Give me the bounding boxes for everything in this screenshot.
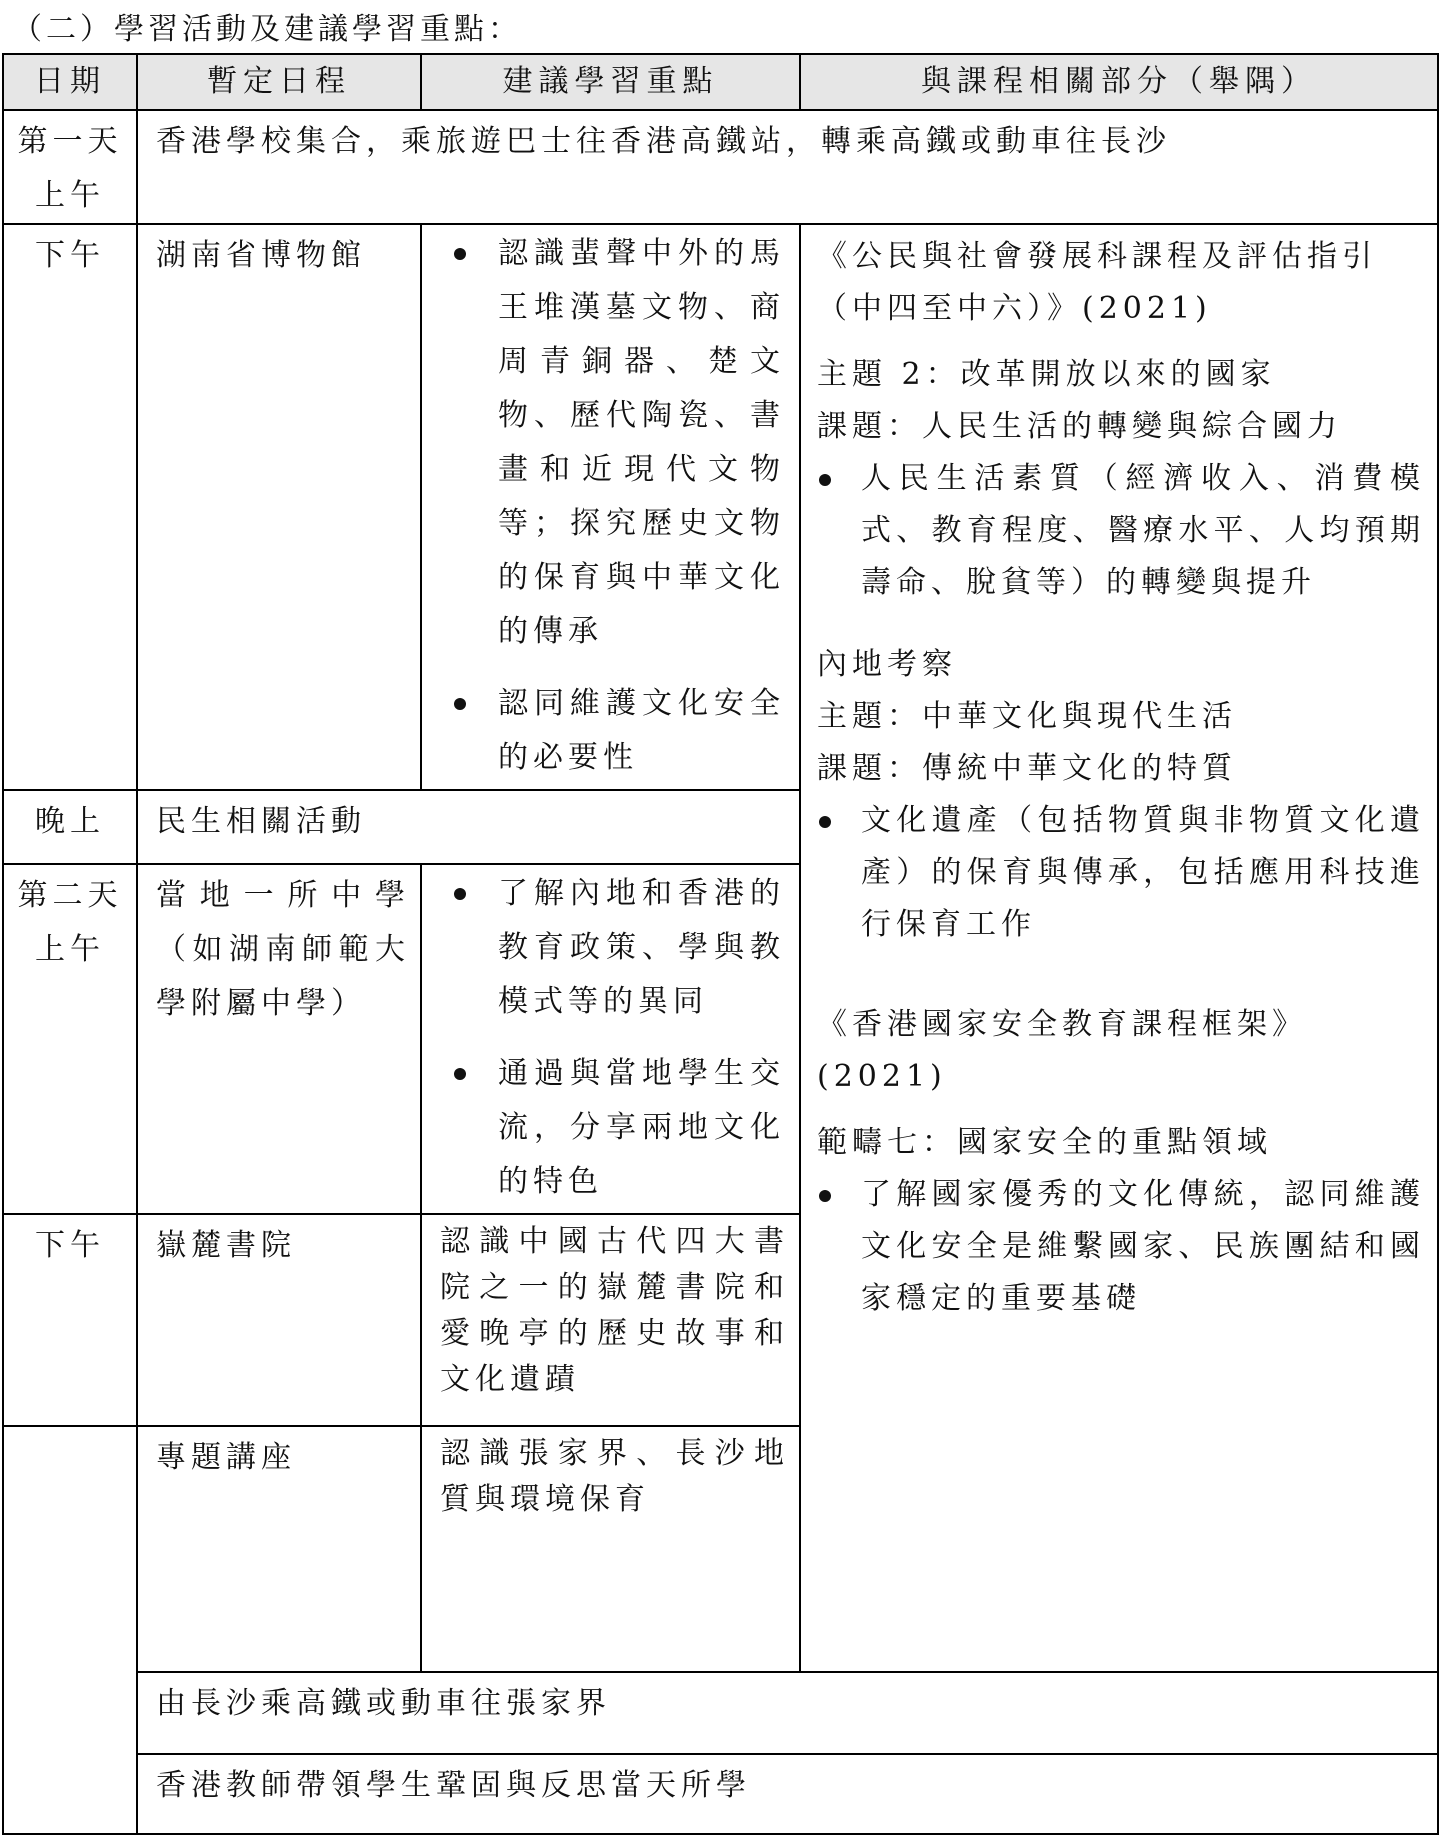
day-label: 第二天 <box>17 878 123 913</box>
table-row <box>3 110 1438 224</box>
header-curriculum: 與課程相關部分（舉隅） <box>800 54 1438 110</box>
place-text: 湖南省博物館 <box>156 238 366 273</box>
learning-focus-cell <box>421 1214 800 1426</box>
learning-focus-cell <box>421 864 800 1214</box>
bullet-icon <box>819 474 831 486</box>
place-text: 專題講座 <box>156 1440 296 1475</box>
date-cell <box>3 790 137 864</box>
header-learning-focus: 建議學習重點 <box>421 54 800 110</box>
day-label: 第一天 <box>17 124 123 159</box>
curriculum-domain: 範疇七：國家安全的重點領域 <box>817 1125 1272 1160</box>
time-slot-label: 上午 <box>35 178 105 213</box>
list-item: 認同維護文化安全的必要性 <box>440 677 785 785</box>
list-item: 了解國家優秀的文化傳統，認同維護文化安全是維繫國家、民族團結和國家穩定的重要基礎 <box>817 1169 1425 1325</box>
header-date: 日期 <box>3 54 137 110</box>
curriculum-section-title: 內地考察 <box>817 647 957 682</box>
bullet-icon <box>454 1068 466 1080</box>
list-item: 人民生活素質（經濟收入、消費模式、教育程度、醫療水平、人均預期壽命、脫貧等）的轉變與提升 <box>817 453 1425 609</box>
curriculum-topic: 課題：人民生活的轉變與綜合國力 <box>817 409 1342 444</box>
page-heading: （二）學習活動及建議學習重點： <box>12 12 522 47</box>
date-cell <box>3 1214 137 1426</box>
curriculum-topic: 課題：傳統中華文化的特質 <box>817 751 1237 786</box>
table-row <box>3 1672 1438 1754</box>
table-row <box>3 1754 1438 1834</box>
curriculum-points-list <box>817 795 1425 951</box>
curriculum-points-list <box>817 1169 1425 1325</box>
table-header-row <box>3 54 1438 110</box>
table-row <box>3 224 1438 790</box>
curriculum-theme: 主題：中華文化與現代生活 <box>817 699 1237 734</box>
learning-focus-text: 認識中國古代四大書院之一的嶽麓書院和愛晚亭的歷史故事和文化遺蹟 <box>440 1224 789 1397</box>
activity-cell <box>137 1754 1438 1834</box>
list-item: 通過與當地學生交流，分享兩地文化的特色 <box>440 1047 785 1209</box>
activity-cell <box>137 790 800 864</box>
header-schedule: 暫定日程 <box>137 54 421 110</box>
date-cell <box>3 110 137 224</box>
bullet-icon <box>454 248 466 260</box>
place-text: 嶽麓書院 <box>156 1228 296 1263</box>
curriculum-points-list <box>817 453 1425 609</box>
date-cell <box>3 224 137 790</box>
place-text: 當地一所中學（如湖南師範大學附屬中學） <box>156 878 410 1021</box>
curriculum-doc-title: 《香港國家安全教育課程框架》(2021) <box>817 1007 1307 1094</box>
schedule-cell <box>137 1426 421 1672</box>
schedule-cell <box>137 864 421 1214</box>
schedule-table <box>2 53 1439 1835</box>
activity-text: 由長沙乘高鐵或動車往張家界 <box>156 1686 611 1721</box>
date-cell <box>3 1426 137 1834</box>
activity-text: 香港教師帶領學生鞏固與反思當天所學 <box>156 1768 751 1803</box>
list-item: 了解內地和香港的教育政策、學與教模式等的異同 <box>440 867 785 1029</box>
curriculum-cell <box>800 224 1438 1672</box>
learning-focus-cell <box>421 1426 800 1672</box>
curriculum-doc-title: 《公民與社會發展科課程及評估指引（中四至中六）》(2021) <box>817 239 1377 326</box>
learning-points-list <box>440 867 785 1209</box>
date-cell <box>3 864 137 1214</box>
learning-points-list <box>440 227 785 785</box>
schedule-cell <box>137 224 421 790</box>
time-slot-label: 晚上 <box>35 804 105 839</box>
activity-text: 香港學校集合，乘旅遊巴士往香港高鐵站，轉乘高鐵或動車往長沙 <box>156 124 1171 159</box>
bullet-icon <box>819 1190 831 1202</box>
bullet-icon <box>819 816 831 828</box>
time-slot-label: 上午 <box>35 932 105 967</box>
learning-focus-text: 認識張家界、長沙地質與環境保育 <box>440 1436 789 1517</box>
schedule-cell <box>137 1214 421 1426</box>
curriculum-theme: 主題 2：改革開放以來的國家 <box>817 357 1276 392</box>
time-slot-label: 下午 <box>35 238 105 273</box>
list-item: 文化遺產（包括物質與非物質文化遺產）的保育與傳承，包括應用科技進行保育工作 <box>817 795 1425 951</box>
learning-focus-cell <box>421 224 800 790</box>
activity-cell <box>137 1672 1438 1754</box>
bullet-icon <box>454 888 466 900</box>
bullet-icon <box>454 698 466 710</box>
list-item: 認識蜚聲中外的馬王堆漢墓文物、商周青銅器、楚文物、歷代陶瓷、書畫和近現代文物等；探究歷史文物的保育與中華文化的傳承 <box>440 227 785 659</box>
activity-text: 民生相關活動 <box>156 804 366 839</box>
time-slot-label: 下午 <box>35 1228 105 1263</box>
activity-cell <box>137 110 1438 224</box>
